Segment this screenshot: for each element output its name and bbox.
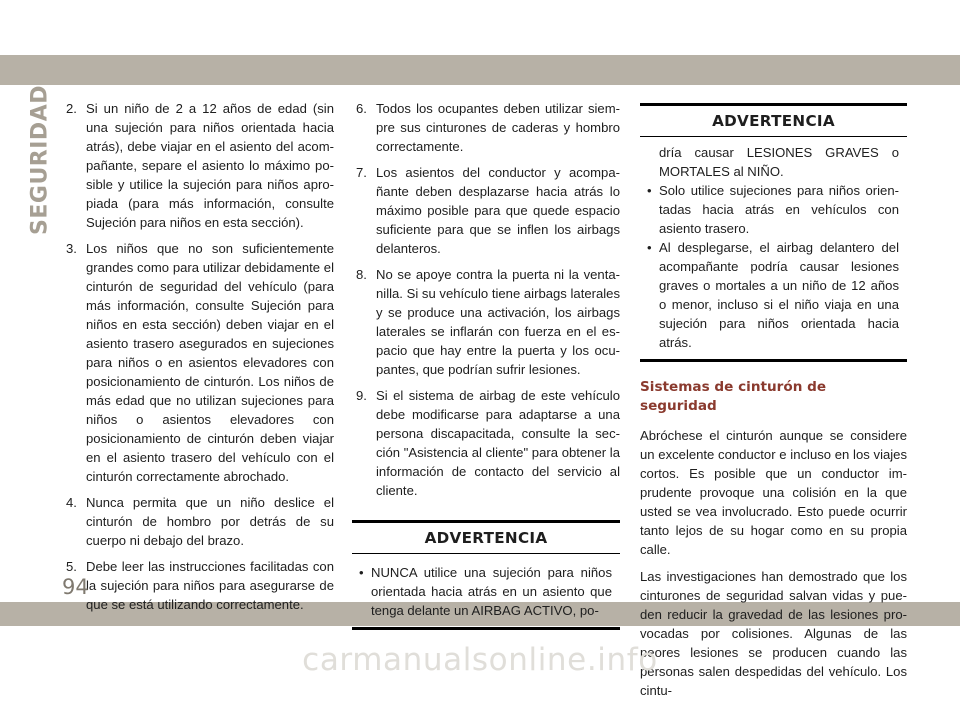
list-item [62, 239, 334, 486]
list-item-text: Los niños que no son suficientemente grandes como para utilizar debidamente el cinturón de seguridad del vehículo (para más información, consulte Sujeción para niños en esta sección) deben viajar en el asiento trasero asegurados en sujeciones para niños o en asientos elevadores con posicionamiento de cinturón. Los niños de más edad que no utilizan sujeciones para niños o asientos elevadores con posicionamiento de cinturón deben viajar en el asiento trasero del vehículo con el cinturón correctamente abrochado. [86, 241, 334, 484]
list-item-number: 2. [66, 101, 77, 116]
list-item-number: 9. [356, 388, 367, 403]
list-item-text: No se apoye contra la puerta ni la ventanilla. Si su vehículo tiene airbags laterales y se produce una activación, los airbags laterales se inflarán con fuerza en el espacio que hay entre la puerta y los ocupantes, que podrían sufrir lesiones. [376, 267, 620, 377]
list-item-number: 4. [66, 495, 77, 510]
section-heading: Sistemas de cinturón de seguridad [640, 379, 827, 414]
list-item [352, 386, 620, 500]
section-tab [27, 85, 53, 235]
column-left [62, 99, 334, 621]
list-item [352, 163, 620, 258]
section-tab-label: SEGURIDAD [27, 85, 53, 235]
list-item [62, 493, 334, 550]
list-item-text: Los asientos del conductor y acompañante deben desplazarse hacia atrás lo máximo posible para que quede espacio suficiente para que se inflen los airbags delanteros. [376, 165, 620, 256]
warning-bullet: • NUNCA utilice una sujeción para niños orientada hacia atrás en un asiento que tenga delante un AIRBAG ACTIVO, po- [358, 563, 612, 620]
list-item-number: 6. [356, 101, 367, 116]
warning-body [640, 137, 907, 359]
body-paragraph: Abróchese el cinturón aunque se considere un excelente conductor e incluso en los viajes cortos. Es posible que un conductor imprudente provoque una colisión en la que usted se vea involucrado. Esto puede ocurrir tanto lejos de su hogar como en su propia calle. [640, 428, 907, 557]
list-item-number: 8. [356, 267, 367, 282]
list-item [62, 99, 334, 232]
warning-box-2 [640, 103, 907, 362]
list-item-text: Nunca permita que un niño deslice el cinturón de hombro por detrás de su cuerpo ni debajo del brazo. [86, 495, 334, 548]
warning-box-1 [352, 520, 620, 630]
header-band [0, 55, 960, 85]
column-right [640, 103, 907, 708]
list-item-text: Si el sistema de airbag de este vehículo debe modificarse para adaptarse a una persona discapacitada, consulte la sección "Asistencia al cliente" para obtener la información de contacto del servicio al cliente. [376, 388, 620, 498]
list-item [62, 557, 334, 614]
warning-title: ADVERTENCIA [352, 523, 620, 554]
warning-bullet: • Al desplegarse, el airbag delantero del acompañante podría causar lesiones graves o mortales a un niño de 12 años o menor, incluso si el niño viaja en una sujeción para niños orientada hacia atrás. [646, 238, 899, 352]
warning-title: ADVERTENCIA [640, 106, 907, 137]
list-item [352, 99, 620, 156]
column-middle [352, 99, 620, 630]
list-item-number: 7. [356, 165, 367, 180]
body-paragraph: Las investigaciones han demostrado que los cinturones de seguridad salvan vidas y pueden reducir la gravedad de las lesiones provocadas por colisiones. Algunas de las peores lesiones se producen cuando las personas salen despedidas del vehículo. Los cintu- [640, 569, 907, 698]
list-item-number: 3. [66, 241, 77, 256]
list-item-text: Todos los ocupantes deben utilizar siempre sus cinturones de caderas y hombro correctamente. [376, 101, 620, 154]
warning-continuation: dría causar LESIONES GRAVES o MORTALES al NIÑO. [659, 145, 899, 179]
warning-body [352, 554, 620, 627]
watermark: carmanualsonline.info [302, 642, 658, 678]
list-item-text: Debe leer las instrucciones facilitadas con la sujeción para niños para asegurarse de que se está utilizando correctamente. [86, 559, 334, 612]
list-item-number: 5. [66, 559, 77, 574]
warning-bullet: • Solo utilice sujeciones para niños orientadas hacia atrás en vehículos con asiento trasero. [646, 181, 899, 238]
list-item [352, 265, 620, 379]
page-number: 94 [62, 575, 89, 599]
list-item-text: Si un niño de 2 a 12 años de edad (sin una sujeción para niños orientada hacia atrás), debe viajar en el asiento del acompañante, separe el asiento lo máximo posible y utilice la sujeción para niños apropiada (para más información, consulte Sujeción para niños en esta sección). [86, 101, 334, 230]
